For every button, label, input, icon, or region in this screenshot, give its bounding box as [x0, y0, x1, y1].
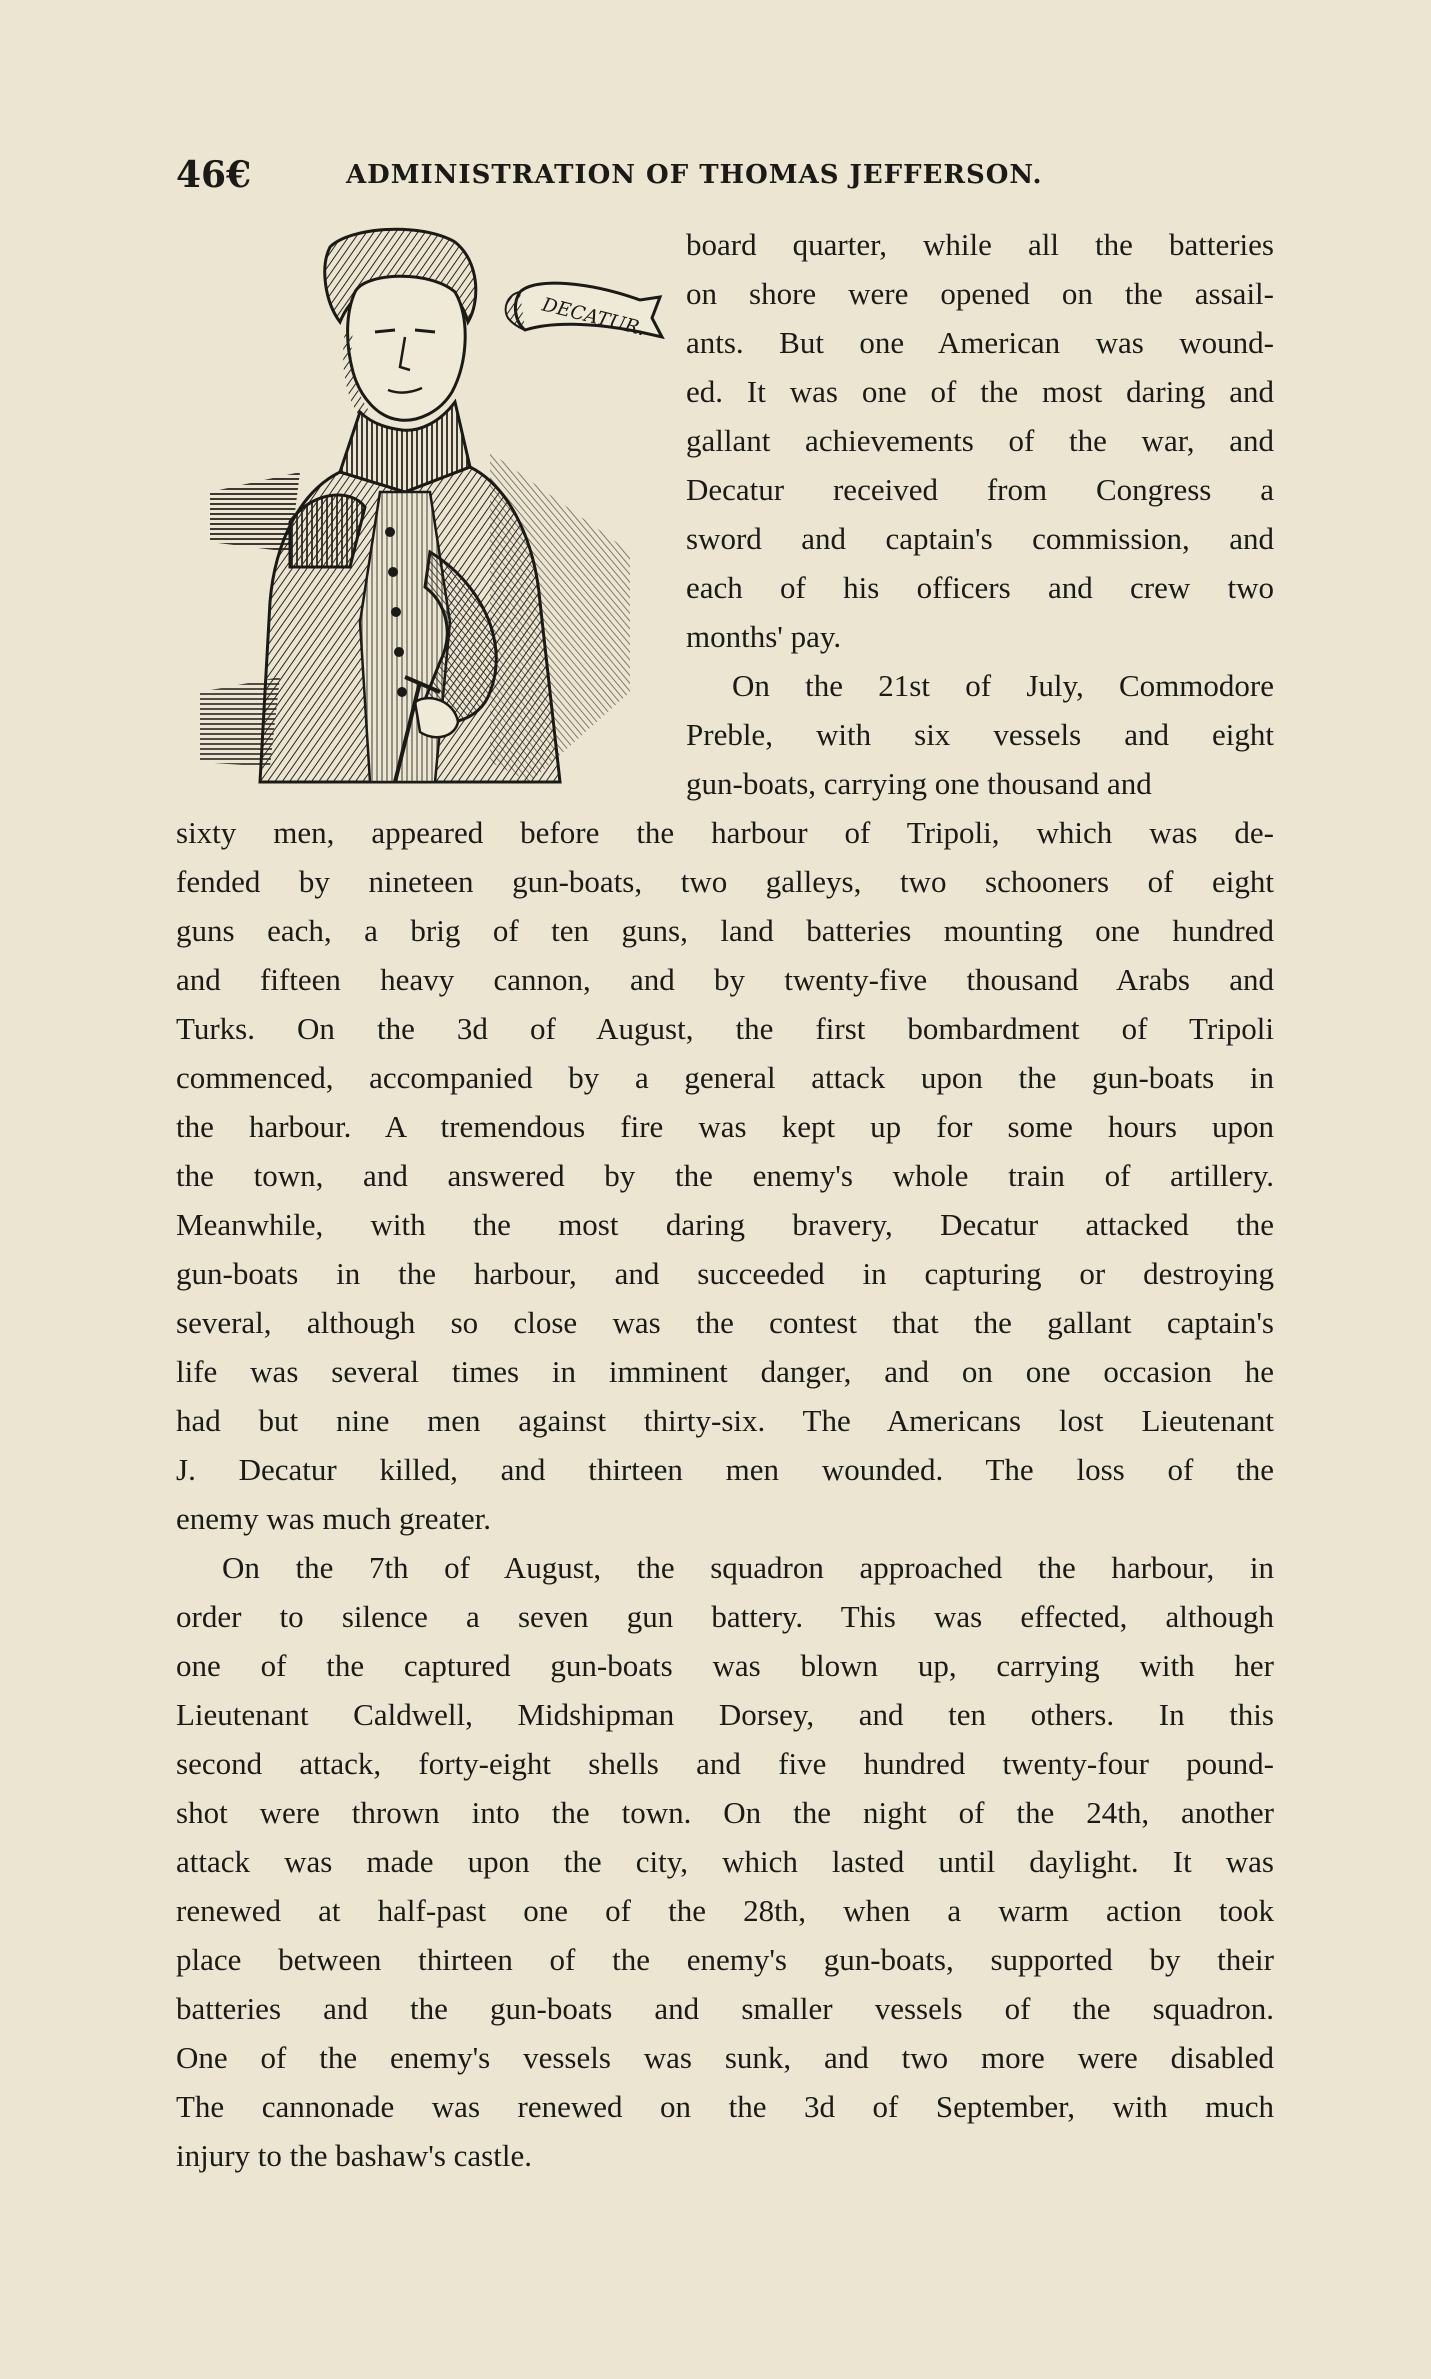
text-line: several, although so close was the contest that the gallant captain's: [176, 1305, 1274, 1340]
text-line: the town, and answered by the enemy's whole train of artillery.: [176, 1158, 1274, 1193]
text-line: Decatur received from Congress a: [686, 472, 1274, 507]
text-line: gun-boats in the harbour, and succeeded in capturing or destroying: [176, 1256, 1274, 1291]
text-line: ants. But one American was wound-: [686, 325, 1274, 360]
text-line: gun-boats, carrying one thousand and: [686, 766, 1152, 801]
text-line: The cannonade was renewed on the 3d of September, with much: [176, 2089, 1274, 2124]
text-line: had but nine men against thirty-six. The Americans lost Lieutenant: [176, 1403, 1274, 1438]
text-line: J. Decatur killed, and thirteen men wounded. The loss of the: [176, 1452, 1274, 1487]
text-line: On the 21st of July, Commodore: [732, 668, 1274, 703]
page-header: [176, 154, 1276, 198]
text-line: on shore were opened on the assail-: [686, 276, 1274, 311]
text-line: sword and captain's commission, and: [686, 521, 1274, 556]
text-line: place between thirteen of the enemy's gun-boats, supported by their: [176, 1942, 1274, 1977]
text-line: ed. It was one of the most daring and: [686, 374, 1274, 409]
banner-text: DECATUR.: [539, 293, 648, 341]
text-line: sixty men, appeared before the harbour of Tripoli, which was de-: [176, 815, 1274, 850]
text-line: Turks. On the 3d of August, the first bombardment of Tripoli: [176, 1011, 1274, 1046]
text-line: Lieutenant Caldwell, Midshipman Dorsey, and ten others. In this: [176, 1697, 1274, 1732]
text-line: and fifteen heavy cannon, and by twenty-five thousand Arabs and: [176, 962, 1274, 997]
text-line: fended by nineteen gun-boats, two galleys, two schooners of eight: [176, 864, 1274, 899]
text-line: One of the enemy's vessels was sunk, and two more were disabled: [176, 2040, 1274, 2075]
text-line: one of the captured gun-boats was blown up, carrying with her: [176, 1648, 1274, 1683]
text-line: each of his officers and crew two: [686, 570, 1274, 605]
text-line: life was several times in imminent danger, and on one occasion he: [176, 1354, 1274, 1389]
running-title: ADMINISTRATION OF THOMAS JEFFERSON.: [346, 160, 1043, 190]
text-line: the harbour. A tremendous fire was kept up for some hours upon: [176, 1109, 1274, 1144]
text-line: enemy was much greater.: [176, 1501, 492, 1536]
text-line: months' pay.: [686, 619, 842, 654]
text-line: Preble, with six vessels and eight: [686, 717, 1274, 752]
text-line: injury to the bashaw's castle.: [176, 2138, 532, 2173]
name-banner: [506, 283, 662, 340]
text-line: gallant achievements of the war, and: [686, 423, 1274, 458]
text-line: renewed at half-past one of the 28th, when a warm action took: [176, 1893, 1274, 1928]
main-paragraph-column: [176, 808, 1274, 2180]
text-line: shot were thrown into the town. On the night of the 24th, another: [176, 1795, 1274, 1830]
text-line: second attack, forty-eight shells and five hundred twenty-four pound-: [176, 1746, 1274, 1781]
wrapped-paragraph-column: [686, 220, 1274, 808]
text-line: On the 7th of August, the squadron approached the harbour, in: [222, 1550, 1274, 1585]
text-line: order to silence a seven gun battery. This was effected, although: [176, 1599, 1274, 1634]
page-number: 46€: [176, 154, 252, 196]
text-line: attack was made upon the city, which lasted until daylight. It was: [176, 1844, 1274, 1879]
text-line: Meanwhile, with the most daring bravery, Decatur attacked the: [176, 1207, 1274, 1242]
text-line: commenced, accompanied by a general attack upon the gun-boats in: [176, 1060, 1274, 1095]
text-line: batteries and the gun-boats and smaller vessels of the squadron.: [176, 1991, 1274, 2026]
text-line: board quarter, while all the batteries: [686, 227, 1274, 262]
text-line: guns each, a brig of ten guns, land batteries mounting one hundred: [176, 913, 1274, 948]
decatur-portrait-engraving: [190, 222, 670, 807]
